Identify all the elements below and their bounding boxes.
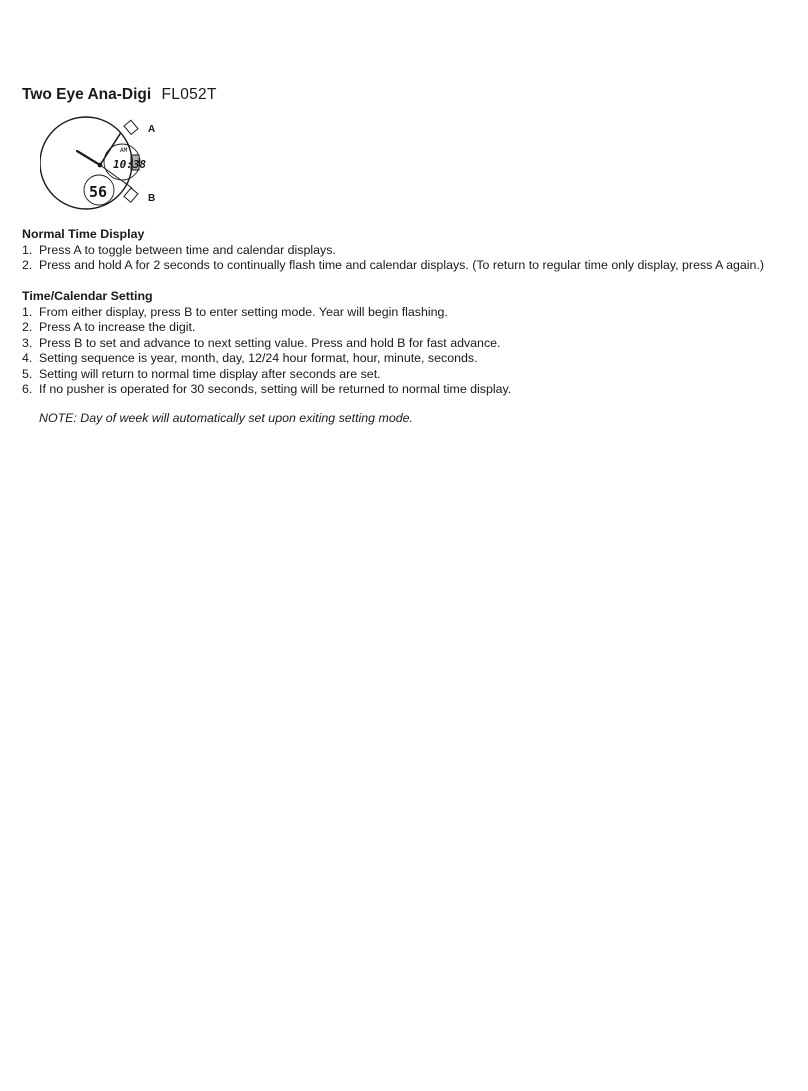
setting-note: NOTE: Day of week will automatically set upon exiting setting mode. xyxy=(39,411,413,425)
section-heading: Normal Time Display xyxy=(22,227,145,241)
pusher-b-label: B xyxy=(148,193,156,204)
list-item xyxy=(22,336,511,352)
item-number: 2. xyxy=(22,320,33,334)
section-heading: Time/Calendar Setting xyxy=(22,289,153,303)
pusher-a xyxy=(124,120,138,134)
lcd-time: 10:38 xyxy=(113,158,147,171)
item-number: 3. xyxy=(22,335,33,350)
page-title xyxy=(22,86,217,104)
hour-hand xyxy=(77,151,100,165)
watch-diagram xyxy=(40,108,170,218)
pusher-a-label: A xyxy=(148,124,156,135)
hand-pivot xyxy=(98,163,103,168)
item-number: 5. xyxy=(22,366,33,381)
list-item xyxy=(22,305,511,321)
list-item xyxy=(22,320,511,336)
list-item xyxy=(22,351,511,367)
list-item xyxy=(22,382,511,398)
item-text: Press A to increase the digit. xyxy=(39,320,196,334)
list-item xyxy=(22,243,764,259)
normal-time-section xyxy=(22,227,764,274)
list-item xyxy=(22,258,764,274)
item-number: 6. xyxy=(22,382,33,396)
item-text: Setting will return to normal time display after seconds are set. xyxy=(39,366,381,381)
product-name: Two Eye Ana-Digi xyxy=(22,86,152,103)
item-text: Press A to toggle between time and calendar displays. xyxy=(39,242,336,257)
instruction-list xyxy=(22,243,764,274)
item-number: 1. xyxy=(22,242,33,257)
lcd-indicator: AM xyxy=(120,147,128,154)
pusher-b xyxy=(124,188,138,202)
item-text: Press and hold A for 2 seconds to continually flash time and calendar displays. (To return to regular time only display, press A again.) xyxy=(39,258,765,272)
calendar-setting-section xyxy=(22,289,511,398)
item-number: 2. xyxy=(22,258,33,272)
list-item xyxy=(22,367,511,383)
instruction-list xyxy=(22,305,511,398)
item-number: 4. xyxy=(22,351,33,365)
item-text: From either display, press B to enter setting mode. Year will begin flashing. xyxy=(39,304,448,319)
item-number: 1. xyxy=(22,304,33,319)
item-text: Press B to set and advance to next setting value. Press and hold B for fast advance. xyxy=(39,335,501,350)
item-text: If no pusher is operated for 30 seconds, setting will be returned to normal time display. xyxy=(39,382,512,396)
lcd-seconds: 56 xyxy=(89,183,108,201)
item-text: Setting sequence is year, month, day, 12/24 hour format, hour, minute, seconds. xyxy=(39,351,478,365)
model-number: FL052T xyxy=(161,86,217,103)
